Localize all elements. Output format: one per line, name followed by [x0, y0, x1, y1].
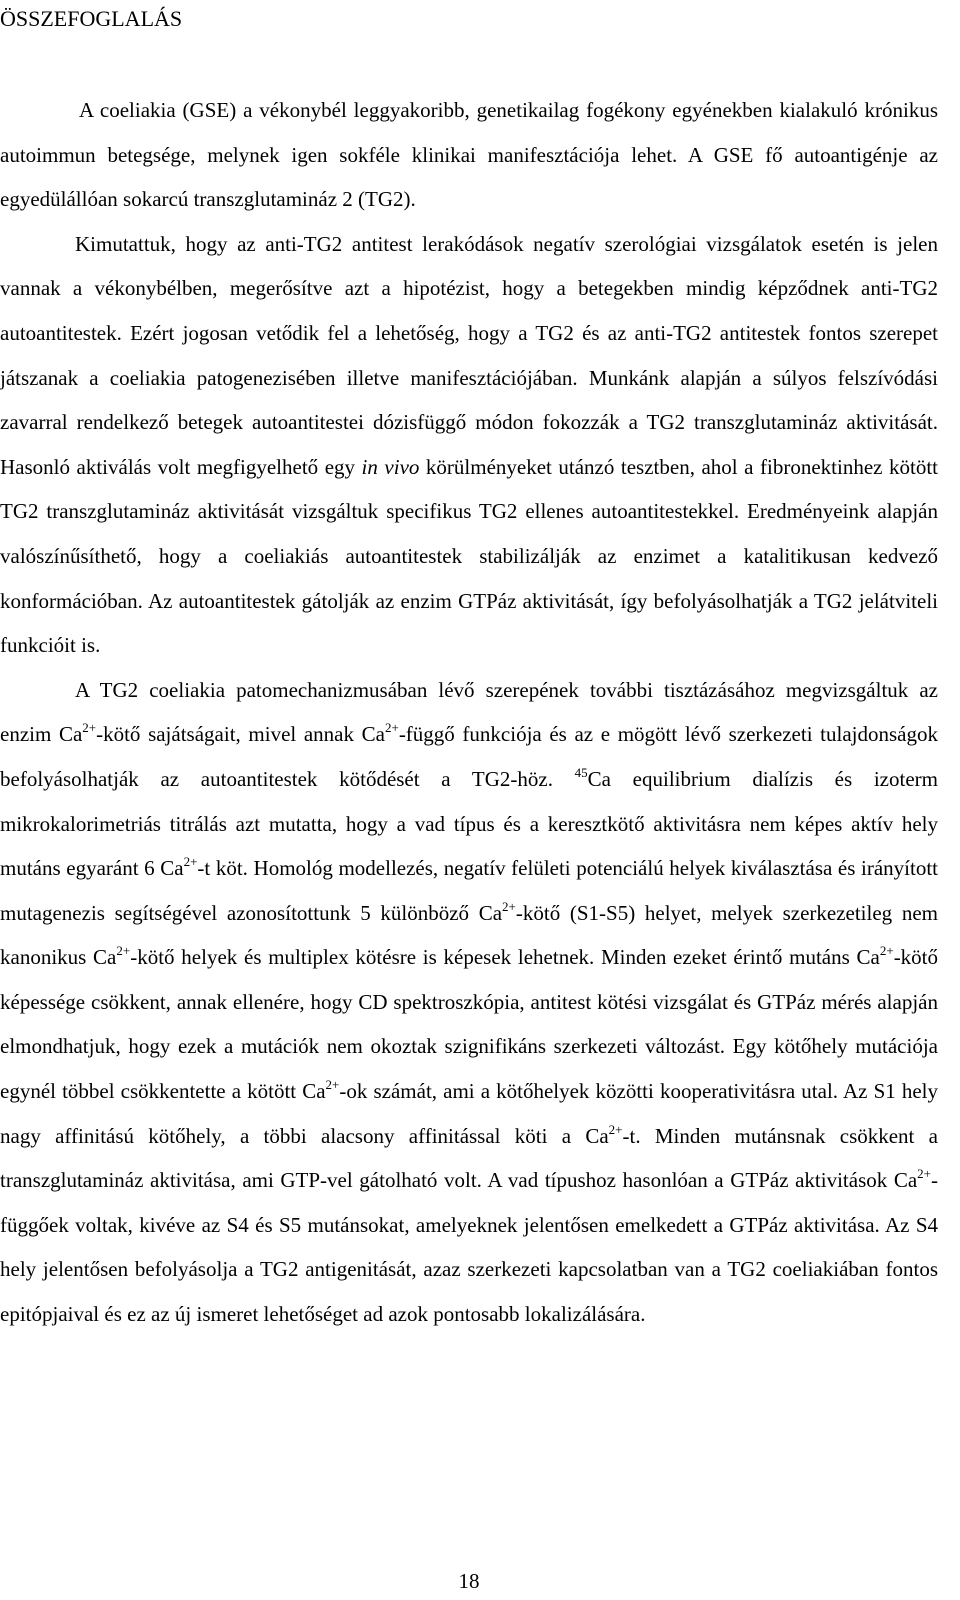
text-span: -kötő képessége csökkent, annak ellenére, hogy CD spektroszkópia, antitest kötési vizsgálat és GTPáz mérés alapján elmondhatjuk, hogy ezek a mutációk nem okoztak szignifikáns szerkezeti változást. Egy kötőhely mutációja egynél többel csökkentette a kötött Ca: [0, 945, 939, 1104]
text-span: -ok számát, ami a kötőhelyek közötti kooperativitásra utal. Az S1 hely nagy affinitású kötőhely, a többi alacsony affinitással köti a Ca: [0, 1079, 938, 1148]
body-text: [0, 88, 938, 1337]
text-span: -függőek voltak, kivéve az S4 és S5 mutánsokat, amelyeknek jelentősen emelkedett a GTPáz aktivitása. Az S4 hely jelentősen befolyásolja a TG2 antigenitását, azaz szerkezeti kapcsolatban van a TG2 coeliakiában fontos epitópjaival és ez az új ismeret lehetőséget ad azok pontosabb lokalizálására.: [0, 1168, 938, 1327]
superscript: 2+: [183, 854, 198, 870]
superscript: 2+: [82, 720, 97, 736]
superscript: 2+: [917, 1166, 931, 1182]
section-heading: ÖSSZEFOGLALÁS: [0, 6, 183, 31]
italic-term: in vivo: [361, 454, 420, 479]
text-span: -függő funkciója és az e mögött lévő szerkezeti tulajdonságok befolyásolhatják az autoantitestek kötődését a TG2-höz.: [0, 722, 938, 791]
page-number: 18: [458, 1569, 480, 1593]
text-span: -kötő sajátságait, mivel annak Ca: [96, 722, 385, 747]
text-span: Kimutattuk, hogy az anti-TG2 antitest lerakódások negatív szerológiai vizsgálatok esetén is jelen vannak a vékonybélben, megerősítve azt a hipotézist, hogy a betegekben mindig képződnek anti-TG2 autoantitestek. Ezért jogosan vetődik fel a lehetőség, hogy a TG2 és az anti-TG2 antitestek fontos szerepet játszanak a coeliakia patogenezisében illetve manifesztációjában. Munkánk alapján a súlyos felszívódási zavarral rendelkező betegek autoantitestei dózisfüggő módon fokozzák a TG2 transzglutamináz aktivitását. Hasonló aktiválás volt megfigyelhető egy: [0, 231, 938, 479]
superscript: 2+: [116, 943, 131, 959]
text-span: Ca equilibrium dialízis és izoterm mikrokalorimetriás titrálás azt mutatta, hogy a vad típus és a keresztkötő aktivitásra nem képes aktív hely mutáns egyaránt 6 Ca: [0, 766, 938, 881]
superscript: 2+: [608, 1121, 623, 1137]
paragraph-calcium-binding: [0, 668, 938, 1337]
superscript: 45: [574, 764, 588, 780]
text-span: A TG2 coeliakia patomechanizmusában lévő szerepének további tisztázásához megvizsgáltuk az enzim Ca: [0, 677, 938, 747]
text-span: -kötő helyek és multiplex kötésre is képesek lehetnek. Minden ezeket érintő mutáns Ca: [130, 945, 880, 970]
text-span: -t köt. Homológ modellezés, negatív felületi potenciálú helyek kiválasztása és irányított mutagenezis segítségével azonosítottunk 5 különböző Ca: [0, 856, 938, 925]
superscript: 2+: [502, 898, 516, 914]
text-span: -kötő (S1-S5) helyet, melyek szerkezetileg nem kanonikus Ca: [0, 900, 938, 970]
text-span: körülményeket utánzó tesztben, ahol a fibronektinhez kötött TG2 transzglutamináz aktivitását vizsgáltuk specifikus TG2 ellenes autoantitestekkel. Eredményeink alapján valószínűsíthető, hogy a coeliakiás autoantitestek stabilizálják az enzimet a katalitikusan kedvező konformációban. Az autoantitestek gátolják az enzim GTPáz aktivitását, így befolyásolhatják a TG2 jelátviteli funkcióit is.: [0, 454, 938, 658]
text-span: -t. Minden mutánsnak csökkent a transzglutamináz aktivitása, ami GTP-vel gátolható volt. A vad típushoz hasonlóan a GTPáz aktivitások Ca: [0, 1123, 938, 1193]
superscript: 2+: [384, 720, 399, 736]
paragraph-intro: A coeliakia (GSE) a vékonybél leggyakoribb, genetikailag fogékony egyénekben kialakuló krónikus autoimmun betegsége, melynek igen sokféle klinikai manifesztációja lehet. A GSE fő autoantigénje az egyedülállóan sokarcú transzglutamináz 2 (TG2).: [0, 98, 938, 212]
paragraph-autoantibodies: [0, 222, 938, 668]
superscript: 2+: [879, 943, 894, 959]
superscript: 2+: [325, 1077, 340, 1093]
